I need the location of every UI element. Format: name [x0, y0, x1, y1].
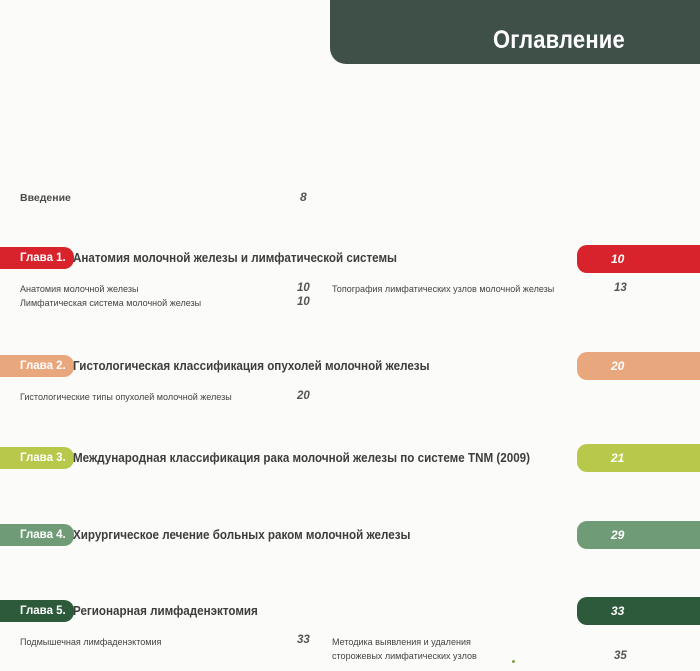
- chapter-1-section-2[interactable]: Лимфатическая система молочной железы: [20, 298, 202, 309]
- chapter-1-section-3-page[interactable]: 13: [614, 282, 627, 294]
- chapter-5-section-2-line-2: сторожевых лимфатических узлов: [332, 651, 477, 662]
- toc-entry-intro-page[interactable]: 8: [300, 190, 307, 204]
- chapter-5-section-2-page[interactable]: 35: [614, 650, 627, 662]
- chapter-1-section-1-page[interactable]: 10: [297, 282, 310, 294]
- chapter-3-page-tab[interactable]: 21: [577, 444, 700, 472]
- chapter-5-section-1[interactable]: Подмышечная лимфаденэктомия: [20, 637, 162, 648]
- chapter-5-section-1-page[interactable]: 33: [297, 634, 310, 646]
- page-title: Оглавление: [493, 26, 625, 54]
- chapter-5-tag[interactable]: Глава 5.: [0, 600, 74, 622]
- chapter-1-title[interactable]: Анатомия молочной железы и лимфатической системы: [73, 251, 397, 265]
- chapter-3-title[interactable]: Международная классификация рака молочной железы по системе TNM (2009): [73, 451, 530, 465]
- chapter-5-title[interactable]: Регионарная лимфаденэктомия: [73, 604, 258, 618]
- chapter-1-section-1[interactable]: Анатомия молочной железы: [20, 284, 139, 295]
- chapter-2-title[interactable]: Гистологическая классификация опухолей молочной железы: [73, 359, 430, 373]
- chapter-4-title[interactable]: Хирургическое лечение больных раком молочной железы: [73, 528, 411, 542]
- chapter-2-page-tab[interactable]: 20: [577, 352, 700, 380]
- chapter-2-section-1-page[interactable]: 20: [297, 390, 310, 402]
- chapter-3-tag[interactable]: Глава 3.: [0, 447, 74, 469]
- chapter-2-tag[interactable]: Глава 2.: [0, 355, 74, 377]
- title-bar: [330, 0, 700, 64]
- chapter-5-section-2-line-1: Методика выявления и удаления: [332, 637, 471, 648]
- toc-entry-intro-label[interactable]: Введение: [20, 192, 71, 204]
- chapter-1-section-3[interactable]: Топография лимфатических узлов молочной железы: [332, 284, 555, 295]
- chapter-4-page-tab[interactable]: 29: [577, 521, 700, 549]
- decorative-dot: [512, 660, 515, 663]
- chapter-1-section-2-page[interactable]: 10: [297, 296, 310, 308]
- chapter-1-page-tab[interactable]: 10: [577, 245, 700, 273]
- chapter-2-section-1[interactable]: Гистологические типы опухолей молочной железы: [20, 392, 232, 403]
- chapter-1-tag[interactable]: Глава 1.: [0, 247, 74, 269]
- chapter-5-page-tab[interactable]: 33: [577, 597, 700, 625]
- chapter-4-tag[interactable]: Глава 4.: [0, 524, 74, 546]
- chapter-5-section-2[interactable]: [332, 636, 522, 664]
